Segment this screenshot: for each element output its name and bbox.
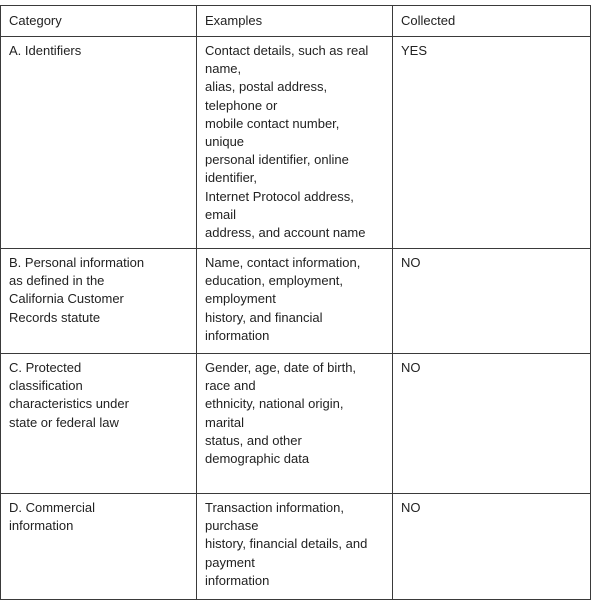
cell-examples: Name, contact information, education, employment, employment history, and financial information bbox=[197, 249, 393, 354]
cell-collected: NO bbox=[393, 354, 591, 494]
cell-collected: YES bbox=[393, 37, 591, 249]
cell-collected: NO bbox=[393, 494, 591, 600]
cell-category: B. Personal information as defined in the California Customer Records statute bbox=[1, 249, 197, 354]
cell-category: C. Protected classification characteristics under state or federal law bbox=[1, 354, 197, 494]
cell-examples: Contact details, such as real name, alias, postal address, telephone or mobile contact number, unique personal identifier, online identifier, Internet Protocol address, email address, and account name bbox=[197, 37, 393, 249]
table-row bbox=[1, 37, 591, 249]
cell-examples: Transaction information, purchase history, financial details, and payment information bbox=[197, 494, 393, 600]
cell-category: D. Commercial information bbox=[1, 494, 197, 600]
table-row bbox=[1, 354, 591, 494]
table-row bbox=[1, 249, 591, 354]
cell-collected: NO bbox=[393, 249, 591, 354]
header-collected: Collected bbox=[393, 6, 591, 37]
cell-examples: Gender, age, date of birth, race and ethnicity, national origin, marital status, and other demographic data bbox=[197, 354, 393, 494]
cell-category: A. Identifiers bbox=[1, 37, 197, 249]
header-category: Category bbox=[1, 6, 197, 37]
header-examples: Examples bbox=[197, 6, 393, 37]
table-row bbox=[1, 494, 591, 600]
table-header-row bbox=[1, 6, 591, 37]
categories-table bbox=[0, 5, 591, 600]
